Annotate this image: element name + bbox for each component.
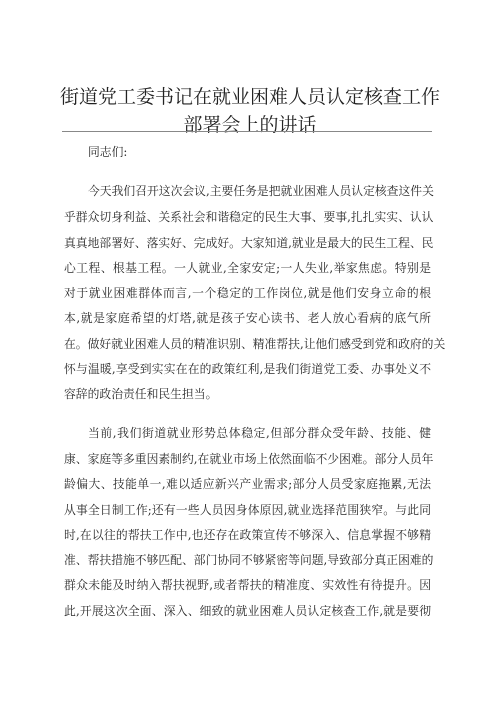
paragraph-2-line: 时,在以往的帮扶工作中,也还存在政策宣传不够深入、信息掌握不够精 <box>64 528 431 542</box>
paragraph-1-line: 对于就业困难群体而言,一个稳定的工作岗位,就是他们安身立命的根 <box>64 286 431 300</box>
paragraph-1-line: 乎群众切身利益、关系社会和谐稳定的民生大事、要事,扎扎实实、认认 <box>64 210 434 224</box>
paragraph-1-line: 心工程、根基工程。一人就业,全家安定;一人失业,举家焦虑。特别是 <box>64 261 431 275</box>
paragraph-1-line: 在。做好就业困难人员的精准识别、精准帮扶,让他们感受到党和政府的关 <box>64 337 446 351</box>
paragraph-2-line: 从事全日制工作;还有一些人员因身体原因,就业选择范围狭窄。与此同 <box>64 503 431 517</box>
paragraph-2-line: 准、帮扶措施不够匹配、部门协同不够紧密等问题,导致部分真正困难的 <box>64 553 434 567</box>
paragraph-2-line: 群众未能及时纳入帮扶视野,或者帮扶的精准度、实效性有待提升。因 <box>64 578 431 592</box>
paragraph-1-line: 容辞的政治责任和民生担当。 <box>64 387 218 401</box>
title-divider <box>62 131 432 132</box>
greeting: 同志们: <box>88 145 128 159</box>
paragraph-1-line: 今天我们召开这次会议,主要任务是把就业困难人员认定核查这件关 <box>88 184 434 198</box>
paragraph-2-line: 当前,我们街道就业形势总体稳定,但部分群众受年龄、技能、健 <box>88 426 431 440</box>
paragraph-1-line: 怀与温暖,享受到实实在在的政策红利,是我们街道党工委、办事处义不 <box>64 362 431 376</box>
document-title-line-1: 街道党工委书记在就业困难人员认定核查工作 <box>60 86 441 108</box>
paragraph-2-line: 此,开展这次全面、深入、细致的就业困难人员认定核查工作,就是要彻 <box>64 604 431 618</box>
paragraph-1-line: 本,就是家庭希望的灯塔,就是孩子安心读书、老人放心看病的底气所 <box>64 311 431 325</box>
paragraph-2-line: 康、家庭等多重因素制约,在就业市场上依然面临不少困难。部分人员年 <box>64 452 434 466</box>
paragraph-1-line: 真真地部署好、落实好、完成好。大家知道,就业是最大的民生工程、民 <box>64 236 434 250</box>
paragraph-2-line: 龄偏大、技能单一,难以适应新兴产业需求;部分人员受家庭拖累,无法 <box>64 477 431 491</box>
document-title-line-2: 部署会上的讲话 <box>183 114 317 136</box>
